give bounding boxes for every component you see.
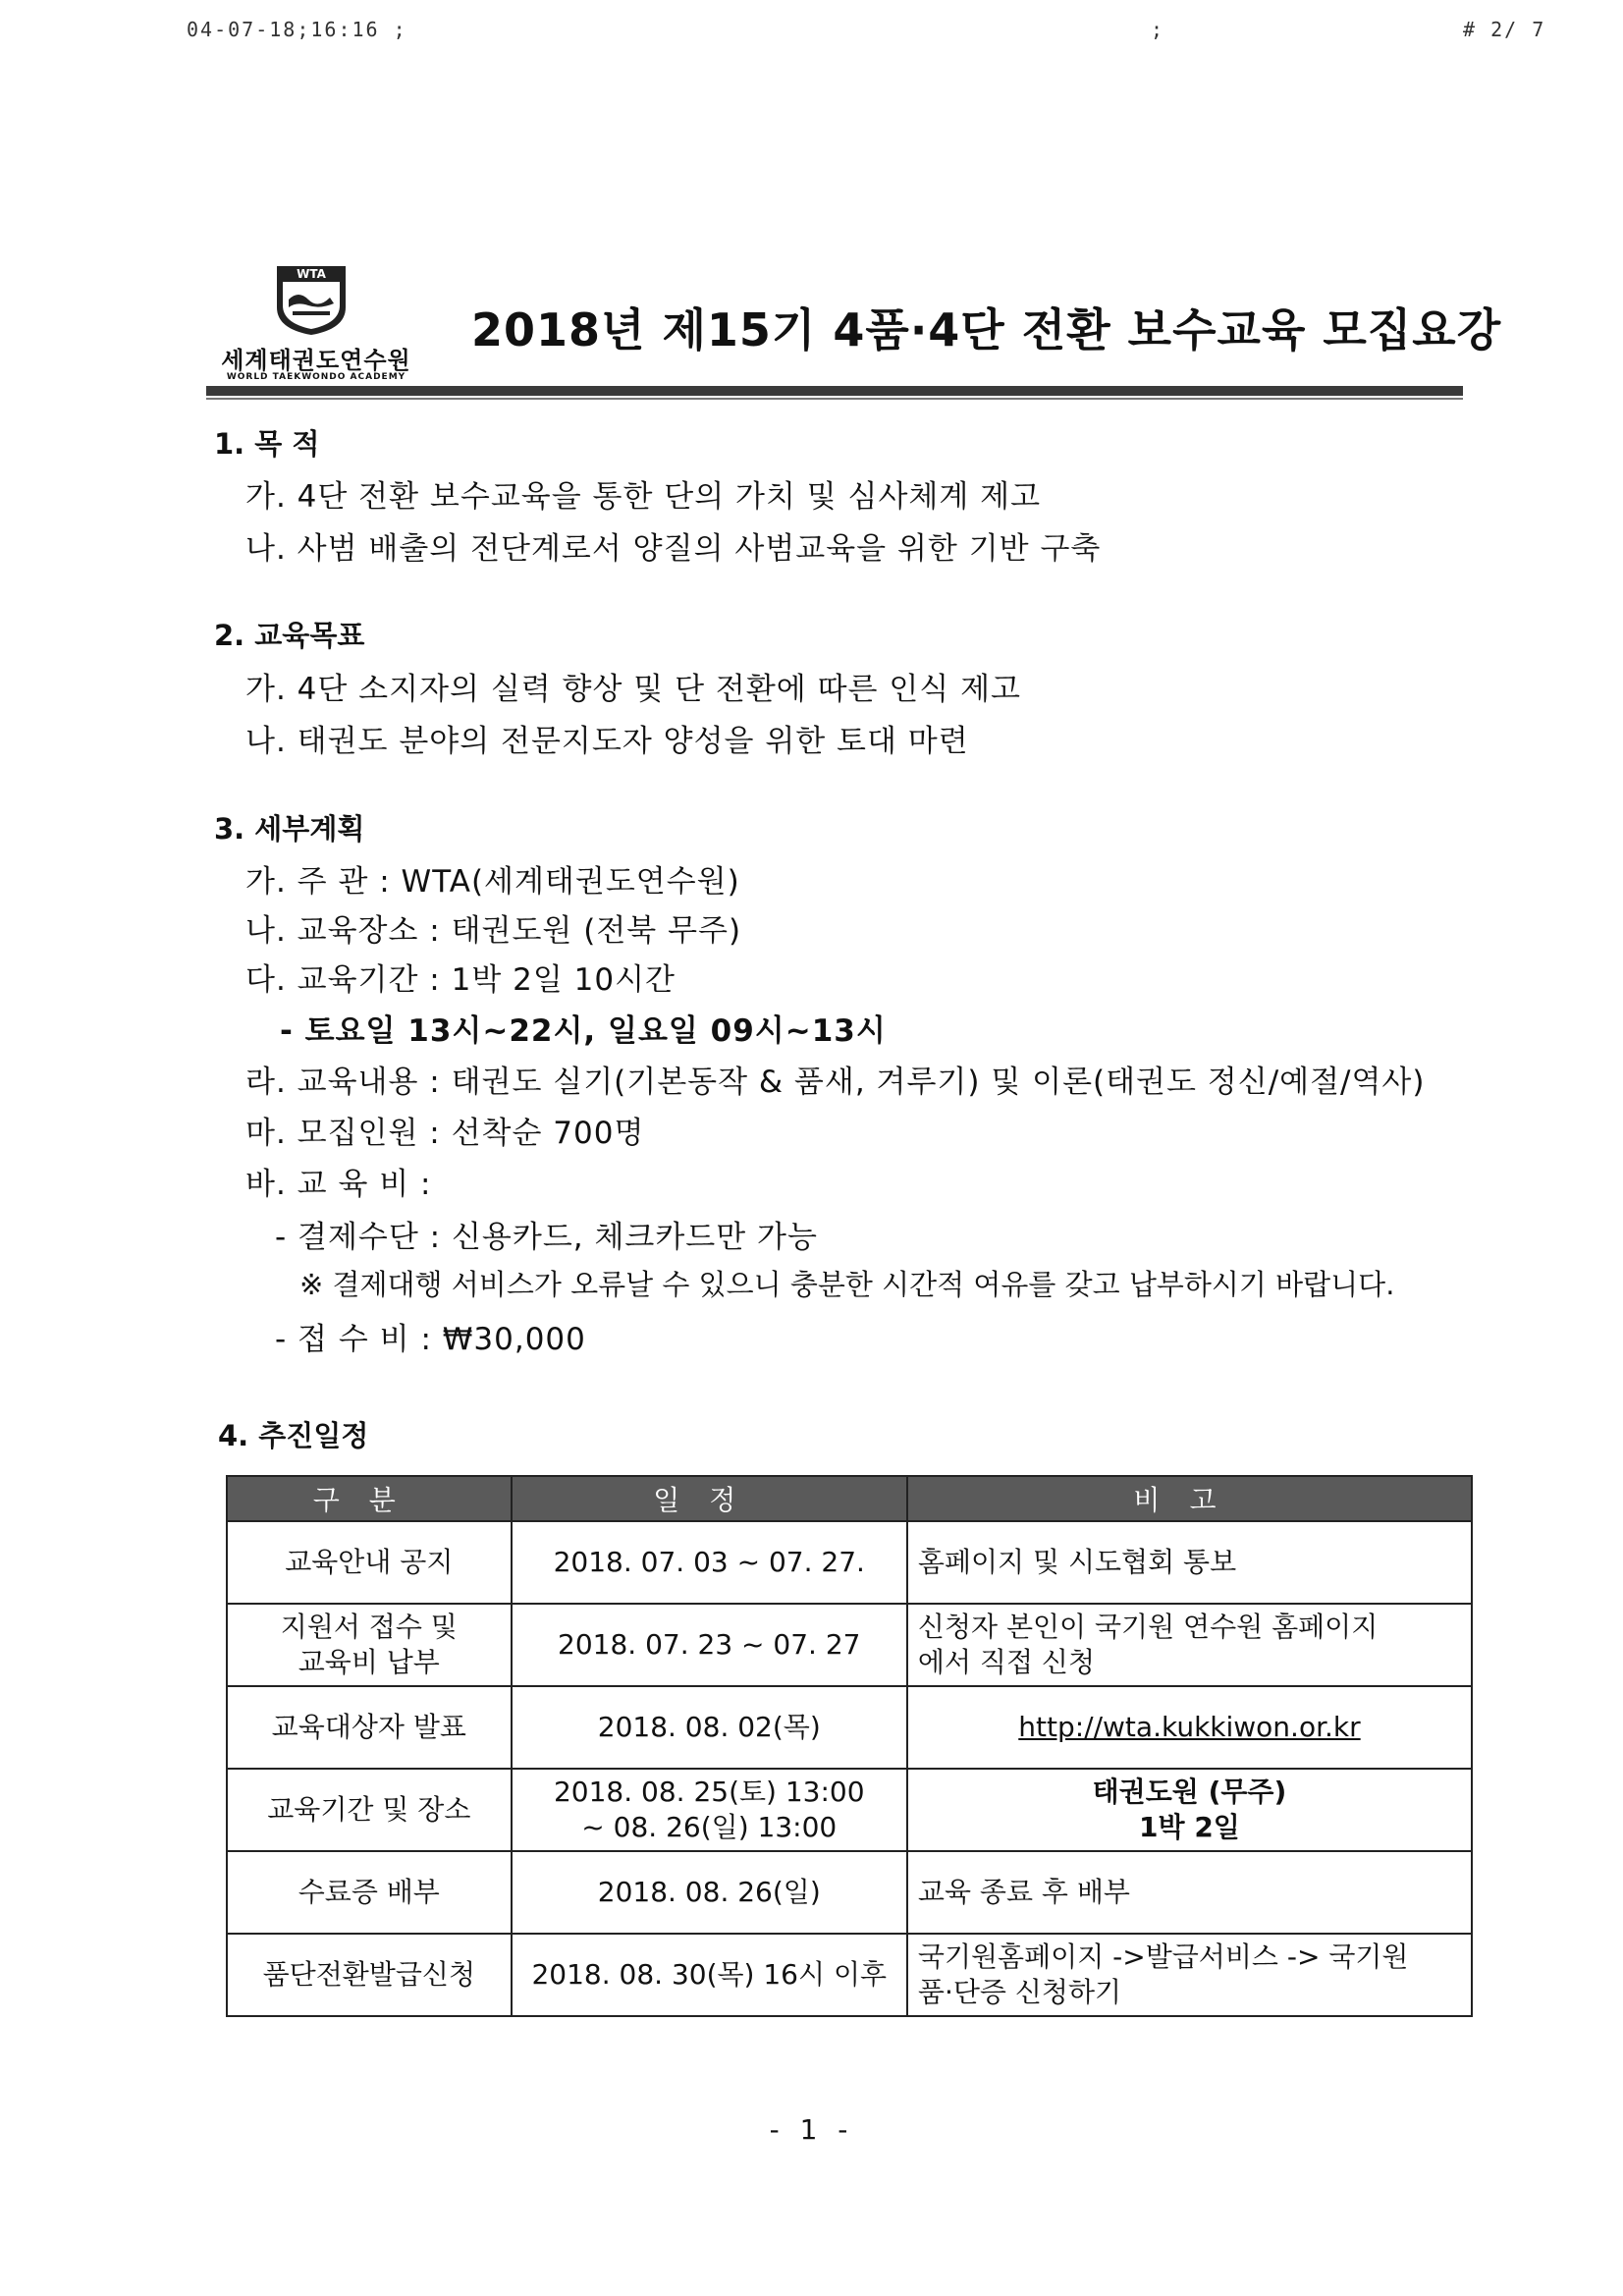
section-2-item-1: 가. 4단 소지자의 실력 향상 및 단 전환에 따른 인식 제고 [245, 672, 1021, 707]
schedule-date: 2018. 08. 26(일) [512, 1851, 907, 1934]
plan-fee: 바. 교 육 비 : [245, 1167, 432, 1202]
document-title: 2018년 제15기 4품·4단 전환 보수교육 모집요강 [471, 303, 1502, 356]
plan-contents: 라. 교육내용 : 태권도 실기(기본동작 & 품새, 겨루기) 및 이론(태권도 정신/예절/역사) [245, 1065, 1426, 1100]
section-4-heading: 4. 추진일정 [218, 1419, 369, 1452]
section-3-heading: 3. 세부계획 [214, 812, 365, 846]
schedule-category: 교육기간 및 장소 [227, 1769, 512, 1851]
schedule-note: 국기원홈페이지 ->발급서비스 -> 국기원 품·단증 신청하기 [907, 1934, 1472, 2016]
schedule-note: 태권도원 (무주) 1박 2일 [907, 1769, 1472, 1851]
fax-separator: ; [1151, 18, 1165, 41]
fax-header [0, 10, 1623, 49]
title-divider [206, 386, 1463, 396]
plan-venue: 나. 교육장소 : 태권도원 (전북 무주) [245, 913, 742, 949]
schedule-date: 2018. 07. 23 ~ 07. 27 [512, 1604, 907, 1686]
plan-payment: - 결제수단 : 신용카드, 체크카드만 가능 [275, 1220, 818, 1255]
title-divider-thin [206, 398, 1463, 400]
plan-reception-fee: - 접 수 비 : ₩30,000 [275, 1322, 586, 1357]
schedule-note-link[interactable]: http://wta.kukkiwon.or.kr [907, 1686, 1472, 1769]
wta-logo [208, 260, 424, 383]
table-row [227, 1934, 1472, 2016]
fax-timestamp: 04-07-18;16:16 ; [187, 18, 407, 41]
schedule-table [226, 1475, 1473, 2017]
plan-capacity: 마. 모집인원 : 선착순 700명 [245, 1116, 645, 1151]
schedule-header-note: 비고 [907, 1476, 1472, 1521]
emblem-text: WTA [297, 267, 326, 281]
table-row [227, 1521, 1472, 1604]
plan-period-detail: - 토요일 13시~22시, 일요일 09시~13시 [280, 1013, 887, 1049]
schedule-note: 홈페이지 및 시도협회 통보 [907, 1521, 1472, 1604]
logo-name-en: WORLD TAEKWONDO ACADEMY [226, 372, 406, 382]
schedule-note: 교육 종료 후 배부 [907, 1851, 1472, 1934]
table-row [227, 1604, 1472, 1686]
schedule-header-date: 일정 [512, 1476, 907, 1521]
table-row [227, 1686, 1472, 1769]
plan-period: 다. 교육기간 : 1박 2일 10시간 [245, 962, 676, 998]
section-1-item-1: 가. 4단 전환 보수교육을 통한 단의 가치 및 심사체계 제고 [245, 479, 1042, 515]
table-row [227, 1769, 1472, 1851]
schedule-date: 2018. 08. 30(목) 16시 이후 [512, 1934, 907, 2016]
wta-emblem-icon [269, 260, 353, 337]
schedule-date: 2018. 08. 02(목) [512, 1686, 907, 1769]
logo-name-ko: 세계태권도연수원 [221, 347, 411, 374]
schedule-date: 2018. 08. 25(토) 13:00 ~ 08. 26(일) 13:00 [512, 1769, 907, 1851]
fax-page-count: # 2/ 7 [1463, 18, 1546, 41]
plan-payment-note: ※ 결제대행 서비스가 오류날 수 있으니 충분한 시간적 여유를 갖고 납부하시기 바랍니다. [299, 1268, 1395, 1301]
schedule-category: 교육대상자 발표 [227, 1686, 512, 1769]
page-number: - 1 - [769, 2113, 854, 2146]
schedule-category: 교육안내 공지 [227, 1521, 512, 1604]
schedule-header-category: 구분 [227, 1476, 512, 1521]
plan-host: 가. 주 관 : WTA(세계태권도연수원) [245, 864, 740, 900]
section-2-heading: 2. 교육목표 [214, 619, 365, 652]
section-1-heading: 1. 목 적 [214, 427, 320, 461]
schedule-note: 신청자 본인이 국기원 연수원 홈페이지 에서 직접 신청 [907, 1604, 1472, 1686]
schedule-category: 수료증 배부 [227, 1851, 512, 1934]
schedule-header-row [227, 1476, 1472, 1521]
schedule-category: 지원서 접수 및 교육비 납부 [227, 1604, 512, 1686]
schedule-category: 품단전환발급신청 [227, 1934, 512, 2016]
schedule-date: 2018. 07. 03 ~ 07. 27. [512, 1521, 907, 1604]
section-1-item-2: 나. 사범 배출의 전단계로서 양질의 사범교육을 위한 기반 구축 [245, 531, 1102, 567]
table-row [227, 1851, 1472, 1934]
section-2-item-2: 나. 태권도 분야의 전문지도자 양성을 위한 토대 마련 [245, 724, 969, 759]
